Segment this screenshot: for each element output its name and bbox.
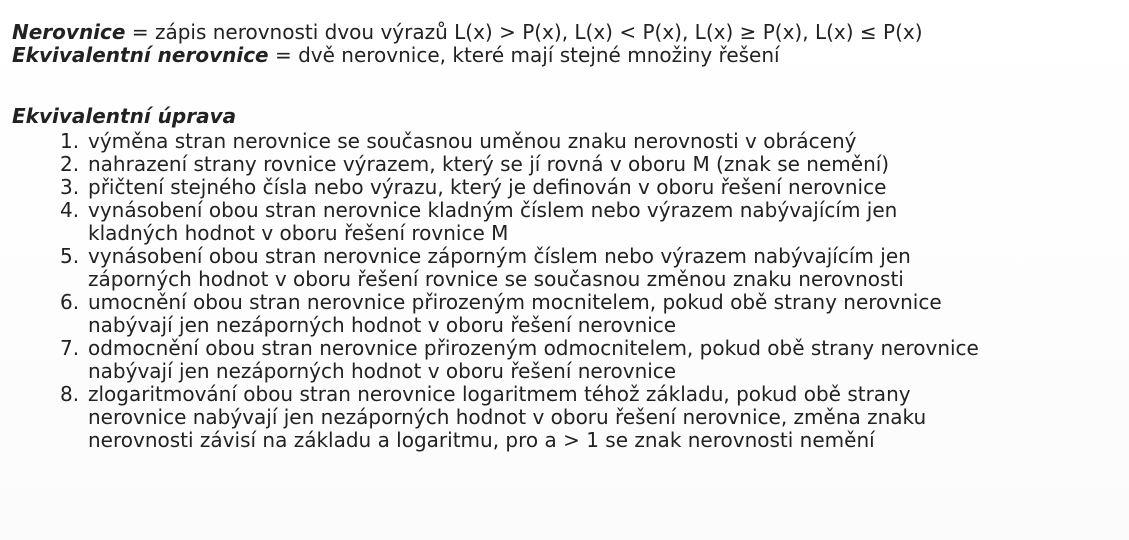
rule-line: vynásobení obou stran nerovnice kladným číslem nebo výrazem nabývajícím jen bbox=[88, 198, 898, 222]
rule-line: nahrazení strany rovnice výrazem, který se jí rovná v oboru M (znak se nemění) bbox=[88, 152, 890, 176]
rule-line: umocnění obou stran nerovnice přirozeným mocnitelem, pokud obě strany nerovnice bbox=[88, 290, 942, 314]
section-heading: Ekvivalentní úprava bbox=[12, 104, 237, 128]
definition-text: = dvě nerovnice, které mají stejné množiny řešení bbox=[268, 43, 780, 67]
list-item bbox=[0, 176, 1118, 199]
rule-number: 7. bbox=[60, 336, 80, 360]
rule-text bbox=[88, 245, 1118, 291]
rule-number: 6. bbox=[60, 290, 80, 314]
rule-text bbox=[88, 130, 1118, 153]
definition-term: Nerovnice bbox=[12, 20, 126, 44]
list-item bbox=[0, 245, 1118, 291]
definition-text: = zápis nerovnosti dvou výrazů L(x) > P(x), L(x) < P(x), L(x) ≥ P(x), L(x) ≤ P(x) bbox=[125, 20, 923, 44]
list-item bbox=[0, 291, 1118, 337]
rule-line: nabývají jen nezáporných hodnot v oboru řešení nerovnice bbox=[88, 359, 677, 383]
rule-text bbox=[88, 199, 1118, 245]
rule-number: 8. bbox=[60, 382, 80, 406]
rule-line: přičtení stejného čísla nebo výrazu, který je definován v oboru řešení nerovnice bbox=[88, 175, 887, 199]
rule-line: odmocnění obou stran nerovnice přirozeným odmocnitelem, pokud obě strany nerovnice bbox=[88, 336, 979, 360]
list-item bbox=[0, 337, 1118, 383]
rule-line: nerovnice nabývají jen nezáporných hodnot v oboru řešení nerovnice, změna znaku bbox=[88, 405, 927, 429]
rule-number: 1. bbox=[60, 129, 80, 153]
rule-line: zlogaritmování obou stran nerovnice logaritmem téhož základu, pokud obě strany bbox=[88, 382, 911, 406]
rule-line: kladných hodnot v oboru řešení rovnice M bbox=[88, 221, 509, 245]
rule-line: vynásobení obou stran nerovnice záporným číslem nebo výrazem nabývajícím jen bbox=[88, 244, 911, 268]
rule-number: 2. bbox=[60, 152, 80, 176]
rule-text bbox=[88, 337, 1118, 383]
rule-text bbox=[88, 176, 1118, 199]
rule-line: nerovnosti závisí na základu a logaritmu, pro a > 1 se znak nerovnosti nemění bbox=[88, 428, 875, 452]
rule-number: 4. bbox=[60, 198, 80, 222]
rule-number: 5. bbox=[60, 244, 80, 268]
rule-text bbox=[88, 291, 1118, 337]
definition-nerovnice bbox=[12, 21, 1122, 44]
rule-text bbox=[88, 383, 1118, 452]
list-item bbox=[0, 199, 1118, 245]
definitions-block bbox=[12, 21, 1122, 67]
rule-number: 3. bbox=[60, 175, 80, 199]
rule-text bbox=[88, 153, 1118, 176]
list-item bbox=[0, 153, 1118, 176]
definition-ekvivalentni-nerovnice bbox=[12, 44, 1122, 67]
list-item bbox=[0, 383, 1118, 452]
rule-line: záporných hodnot v oboru řešení rovnice se současnou změnou znaku nerovnosti bbox=[88, 267, 904, 291]
rules-list bbox=[0, 130, 1129, 452]
rule-line: výměna stran nerovnice se současnou uměnou znaku nerovnosti v obrácený bbox=[88, 129, 857, 153]
rule-line: nabývají jen nezáporných hodnot v oboru řešení nerovnice bbox=[88, 313, 677, 337]
definition-term: Ekvivalentní nerovnice bbox=[12, 43, 269, 67]
list-item bbox=[0, 130, 1118, 153]
